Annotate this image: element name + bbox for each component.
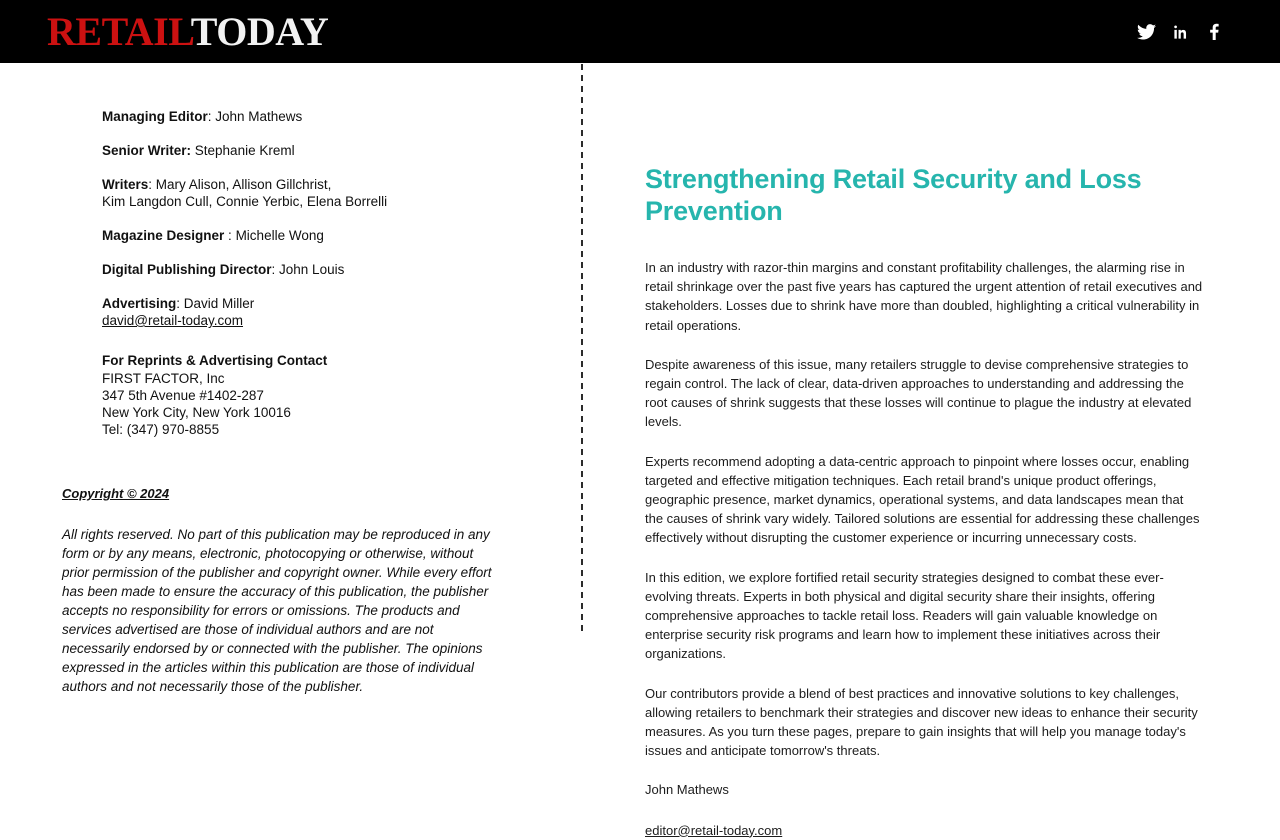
masthead-label: Managing Editor	[102, 109, 208, 124]
masthead-value: Michelle Wong	[235, 228, 324, 243]
masthead-label: Magazine Designer	[102, 228, 225, 243]
masthead-separator: :	[271, 262, 280, 277]
article-paragraph: In an industry with razor-thin margins and constant profitability challenges, the alarming rise in retail shrinkage over the past five years has captured the urgent attention of retail executives and stakeholders. Losses due to shrink have more than doubled, highlighting a critical vulnerability in retail operations.	[645, 260, 1203, 333]
site-header	[0, 0, 1280, 63]
signature-name: John Mathews	[645, 782, 729, 798]
reprints-contact-heading: For Reprints & Advertising Contact	[102, 353, 328, 368]
column-divider	[581, 64, 583, 632]
social-links	[1136, 22, 1228, 42]
masthead-separator: :	[224, 228, 236, 243]
masthead-row-writers	[62, 176, 522, 210]
contact-line: New York City, New York 10016	[102, 405, 291, 420]
masthead-value: David Miller	[183, 296, 255, 311]
site-logo[interactable]	[47, 8, 329, 54]
linkedin-icon[interactable]	[1170, 22, 1190, 42]
masthead-row-senior-writer	[62, 142, 522, 159]
article-paragraph: Experts recommend adopting a data-centric approach to pinpoint where losses occur, enabling targeted and effective mitigation techniques. Each retail brand's unique product offerings, geographic presence, market dynamics, operational systems, and data landscapes mean that the causes of shrink vary widely. Tailored solutions are essential for addressing these challenges effectively without disrupting the customer experience or incurring unnecessary costs.	[645, 453, 1200, 546]
masthead-label: Digital Publishing Director	[102, 262, 272, 277]
masthead-value: Mary Alison, Allison Gillchrist,	[155, 177, 332, 192]
disclaimer-text: All rights reserved. No part of this publication may be reproduced in any form or by any means, electronic, photocopying or otherwise, without prior permission of the publisher and copyright owner. While every effort has been made to ensure the accuracy of this publication, the publisher accepts no responsibility for errors or omissions. The products and services advertised are those of individual authors and are not necessarily endorsed by or connected with the publisher. The opinions expressed in the articles within this publication are those of individual authors and not necessarily those of the publisher.	[62, 527, 492, 694]
article-paragraph: Our contributors provide a blend of best practices and innovative solutions to key challenges, allowing retailers to benchmark their strategies and discover new ideas to enhance their security measures. As you turn these pages, prepare to gain insights that will help you manage today's issues and anticipate tomorrow's threats.	[645, 685, 1198, 759]
masthead-value: Stephanie Kreml	[194, 143, 295, 158]
logo-text-today: TODAY	[190, 8, 329, 54]
masthead-label: Advertising	[102, 296, 177, 311]
article-title: Strengthening Retail Security and Loss Prevention	[645, 164, 1142, 226]
masthead-value: John Louis	[279, 262, 345, 277]
contact-line: 347 5th Avenue #1402-287	[102, 388, 264, 403]
masthead-row-advertising	[62, 295, 522, 329]
contact-line: FIRST FACTOR, Inc	[102, 371, 225, 386]
masthead-value: John Mathews	[215, 109, 303, 124]
masthead-row-magazine-designer	[62, 227, 522, 244]
editor-email-link[interactable]: editor@retail-today.com	[645, 822, 783, 838]
reprints-contact-block	[62, 352, 522, 438]
masthead-row-digital-publishing-director	[62, 261, 522, 278]
masthead-separator: :	[176, 296, 184, 311]
page-body	[0, 63, 1280, 838]
article-paragraph: Despite awareness of this issue, many retailers struggle to devise comprehensive strategies to regain control. The lack of clear, data-driven approaches to understanding and addressing the root causes of shrink suggests that these losses will continue to plague the industry at elevated levels.	[645, 356, 1192, 430]
article-column	[645, 63, 1203, 840]
article-paragraph: In this edition, we explore fortified retail security strategies designed to combat these ever-evolving threats. Experts in both physical and digital security share their insights, offering comprehensive approaches to tackle retail loss. Readers will gain valuable knowledge on enterprise security risk programs and learn how to implement these initiatives across their organizations.	[645, 569, 1164, 662]
logo-text-retail: RETAIL	[47, 8, 191, 54]
masthead-label: Senior Writer:	[102, 143, 192, 158]
masthead-label: Writers	[102, 177, 149, 192]
facebook-icon[interactable]	[1204, 22, 1224, 42]
masthead-value-line2: Kim Langdon Cull, Connie Yerbic, Elena Borrelli	[102, 194, 388, 209]
masthead-separator: :	[207, 109, 216, 124]
contact-line: Tel: (347) 970-8855	[102, 422, 220, 437]
masthead-separator: :	[148, 177, 156, 192]
masthead-row-managing-editor	[62, 108, 522, 125]
copyright-heading: Copyright © 2024	[62, 486, 170, 501]
advertising-email-link[interactable]: david@retail-today.com	[102, 313, 244, 328]
twitter-icon[interactable]	[1136, 22, 1156, 42]
masthead-column	[62, 108, 522, 696]
